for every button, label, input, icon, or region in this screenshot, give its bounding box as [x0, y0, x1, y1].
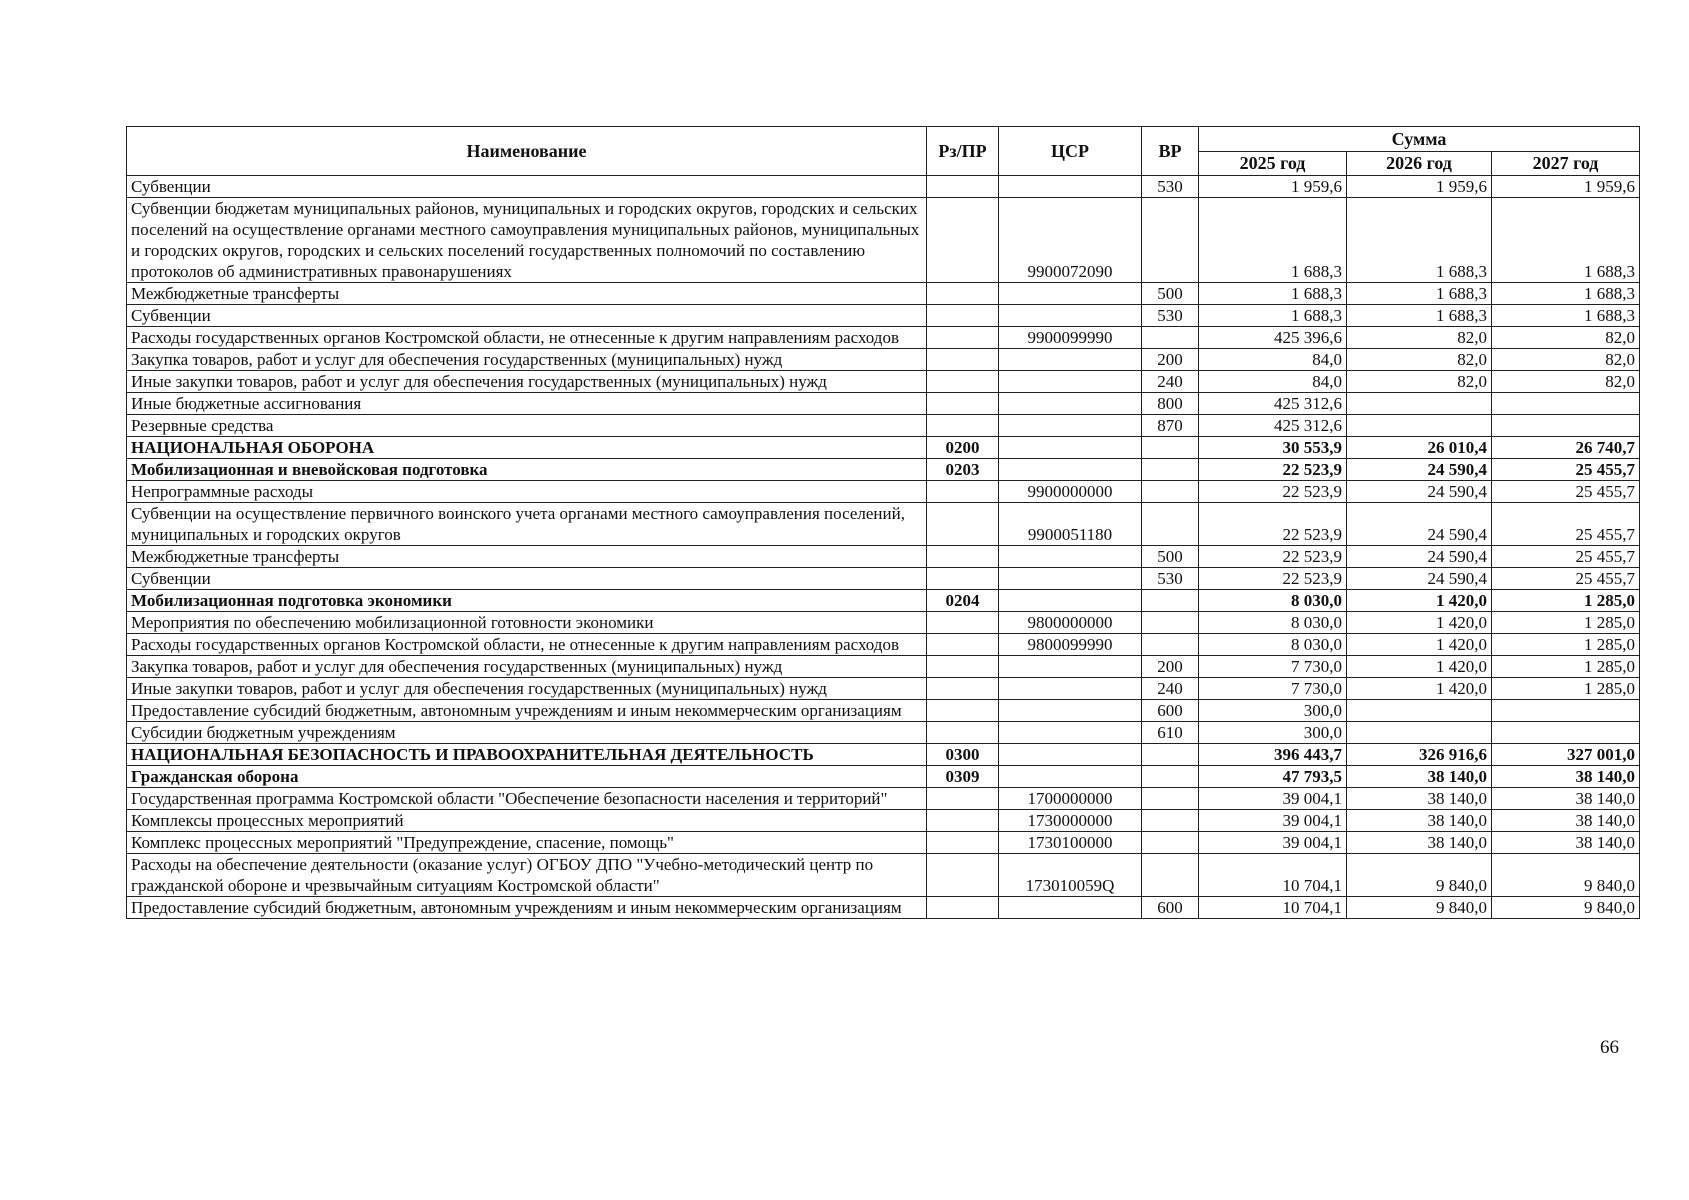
row-2025-cell: 1 688,3 [1199, 198, 1347, 283]
row-2026-cell [1347, 393, 1492, 415]
row-2026-cell: 24 590,4 [1347, 481, 1492, 503]
row-2025-cell: 22 523,9 [1199, 459, 1347, 481]
row-2025-cell: 30 553,9 [1199, 437, 1347, 459]
row-csr-cell [999, 393, 1142, 415]
row-name-cell: Предоставление субсидий бюджетным, автономным учреждениям и иным некоммерческим организациям [127, 897, 927, 919]
row-2026-cell: 1 420,0 [1347, 678, 1492, 700]
row-csr-cell [999, 590, 1142, 612]
row-2026-cell: 1 688,3 [1347, 198, 1492, 283]
row-rzpr-cell: 0309 [927, 766, 999, 788]
row-csr-cell [999, 744, 1142, 766]
row-vr-cell: 870 [1142, 415, 1199, 437]
row-2025-cell: 425 312,6 [1199, 393, 1347, 415]
row-vr-cell: 530 [1142, 305, 1199, 327]
row-csr-cell [999, 678, 1142, 700]
row-name-cell: Расходы государственных органов Костромской области, не отнесенные к другим направлениям расходов [127, 327, 927, 349]
table-row [127, 305, 1640, 327]
row-2027-cell [1492, 415, 1640, 437]
row-vr-cell [1142, 198, 1199, 283]
row-2027-cell: 1 688,3 [1492, 198, 1640, 283]
row-rzpr-cell: 0204 [927, 590, 999, 612]
row-2025-cell: 425 396,6 [1199, 327, 1347, 349]
row-2025-cell: 47 793,5 [1199, 766, 1347, 788]
row-vr-cell: 530 [1142, 176, 1199, 198]
row-rzpr-cell [927, 393, 999, 415]
row-vr-cell: 500 [1142, 283, 1199, 305]
row-2027-cell: 38 140,0 [1492, 810, 1640, 832]
row-2025-cell: 10 704,1 [1199, 854, 1347, 897]
table-row [127, 678, 1640, 700]
row-vr-cell: 800 [1142, 393, 1199, 415]
row-csr-cell [999, 700, 1142, 722]
row-2025-cell: 425 312,6 [1199, 415, 1347, 437]
row-2025-cell: 39 004,1 [1199, 832, 1347, 854]
header-sum: Сумма [1199, 127, 1640, 152]
row-name-cell: Резервные средства [127, 415, 927, 437]
row-2027-cell: 26 740,7 [1492, 437, 1640, 459]
row-name-cell: Комплекс процессных мероприятий "Предупреждение, спасение, помощь" [127, 832, 927, 854]
row-rzpr-cell [927, 634, 999, 656]
table-row [127, 176, 1640, 198]
row-vr-cell [1142, 832, 1199, 854]
row-csr-cell [999, 349, 1142, 371]
table-row [127, 198, 1640, 283]
row-2026-cell: 24 590,4 [1347, 459, 1492, 481]
table-row [127, 656, 1640, 678]
row-vr-cell: 610 [1142, 722, 1199, 744]
table-row [127, 744, 1640, 766]
row-2027-cell: 82,0 [1492, 327, 1640, 349]
row-2027-cell: 82,0 [1492, 349, 1640, 371]
row-rzpr-cell [927, 503, 999, 546]
row-rzpr-cell [927, 568, 999, 590]
row-2027-cell: 1 285,0 [1492, 656, 1640, 678]
row-csr-cell [999, 722, 1142, 744]
row-vr-cell [1142, 327, 1199, 349]
row-2027-cell: 1 285,0 [1492, 612, 1640, 634]
row-2027-cell [1492, 700, 1640, 722]
table-row [127, 371, 1640, 393]
table-row [127, 832, 1640, 854]
table-row [127, 590, 1640, 612]
table-row [127, 854, 1640, 897]
row-2026-cell: 82,0 [1347, 327, 1492, 349]
row-rzpr-cell [927, 371, 999, 393]
row-rzpr-cell [927, 176, 999, 198]
row-2027-cell [1492, 393, 1640, 415]
header-csr: ЦСР [999, 127, 1142, 176]
row-csr-cell [999, 415, 1142, 437]
row-2026-cell: 9 840,0 [1347, 854, 1492, 897]
row-vr-cell [1142, 634, 1199, 656]
table-row [127, 546, 1640, 568]
row-rzpr-cell [927, 854, 999, 897]
row-csr-cell: 9900099990 [999, 327, 1142, 349]
table-row [127, 327, 1640, 349]
row-rzpr-cell [927, 722, 999, 744]
row-name-cell: Мобилизационная и вневойсковая подготовка [127, 459, 927, 481]
row-2025-cell: 22 523,9 [1199, 481, 1347, 503]
row-2027-cell: 25 455,7 [1492, 568, 1640, 590]
row-2026-cell: 1 688,3 [1347, 305, 1492, 327]
row-2027-cell: 82,0 [1492, 371, 1640, 393]
row-2027-cell: 25 455,7 [1492, 546, 1640, 568]
row-vr-cell [1142, 503, 1199, 546]
row-2026-cell: 82,0 [1347, 371, 1492, 393]
row-2026-cell: 9 840,0 [1347, 897, 1492, 919]
row-csr-cell [999, 568, 1142, 590]
row-name-cell: Субвенции бюджетам муниципальных районов, муниципальных и городских округов, городских и сельских поселений на осуществление органами местного самоуправления муниципальных районов, муниципальных и городских округов, городских и сельских поселений государственных полномочий по составлению протоколов об административных правонарушениях [127, 198, 927, 283]
row-name-cell: Иные бюджетные ассигнования [127, 393, 927, 415]
row-2025-cell: 1 959,6 [1199, 176, 1347, 198]
row-2026-cell: 38 140,0 [1347, 832, 1492, 854]
row-2025-cell: 22 523,9 [1199, 546, 1347, 568]
row-name-cell: Государственная программа Костромской области "Обеспечение безопасности населения и территорий" [127, 788, 927, 810]
row-2025-cell: 300,0 [1199, 722, 1347, 744]
header-rzpr: Рз/ПР [927, 127, 999, 176]
row-csr-cell [999, 546, 1142, 568]
row-2026-cell: 1 959,6 [1347, 176, 1492, 198]
row-2027-cell: 25 455,7 [1492, 503, 1640, 546]
table-row [127, 897, 1640, 919]
row-2026-cell: 1 688,3 [1347, 283, 1492, 305]
row-2025-cell: 8 030,0 [1199, 612, 1347, 634]
row-rzpr-cell [927, 305, 999, 327]
table-row [127, 722, 1640, 744]
table-row [127, 349, 1640, 371]
row-2026-cell [1347, 415, 1492, 437]
row-vr-cell: 240 [1142, 371, 1199, 393]
row-name-cell: Субвенции [127, 568, 927, 590]
row-2027-cell: 38 140,0 [1492, 766, 1640, 788]
row-vr-cell [1142, 766, 1199, 788]
table-row [127, 481, 1640, 503]
row-rzpr-cell [927, 349, 999, 371]
row-csr-cell [999, 176, 1142, 198]
row-name-cell: НАЦИОНАЛЬНАЯ БЕЗОПАСНОСТЬ И ПРАВООХРАНИТЕЛЬНАЯ ДЕЯТЕЛЬНОСТЬ [127, 744, 927, 766]
row-2025-cell: 84,0 [1199, 349, 1347, 371]
row-vr-cell [1142, 744, 1199, 766]
table-row [127, 437, 1640, 459]
row-2027-cell: 327 001,0 [1492, 744, 1640, 766]
row-2026-cell: 38 140,0 [1347, 810, 1492, 832]
row-2025-cell: 8 030,0 [1199, 590, 1347, 612]
row-2027-cell: 1 959,6 [1492, 176, 1640, 198]
row-csr-cell [999, 897, 1142, 919]
row-csr-cell: 9900072090 [999, 198, 1142, 283]
table-row [127, 612, 1640, 634]
row-2027-cell [1492, 722, 1640, 744]
row-2025-cell: 10 704,1 [1199, 897, 1347, 919]
row-2026-cell: 1 420,0 [1347, 656, 1492, 678]
row-name-cell: Закупка товаров, работ и услуг для обеспечения государственных (муниципальных) нужд [127, 349, 927, 371]
row-name-cell: Гражданская оборона [127, 766, 927, 788]
row-2025-cell: 39 004,1 [1199, 788, 1347, 810]
table-row [127, 810, 1640, 832]
row-2027-cell: 1 285,0 [1492, 678, 1640, 700]
header-name: Наименование [127, 127, 927, 176]
row-csr-cell [999, 371, 1142, 393]
row-rzpr-cell [927, 832, 999, 854]
row-2027-cell: 25 455,7 [1492, 459, 1640, 481]
row-csr-cell: 9800000000 [999, 612, 1142, 634]
row-name-cell: Мероприятия по обеспечению мобилизационной готовности экономики [127, 612, 927, 634]
row-name-cell: Расходы государственных органов Костромской области, не отнесенные к другим направлениям расходов [127, 634, 927, 656]
row-csr-cell [999, 305, 1142, 327]
row-vr-cell: 530 [1142, 568, 1199, 590]
row-vr-cell: 500 [1142, 546, 1199, 568]
row-csr-cell [999, 283, 1142, 305]
row-2026-cell: 38 140,0 [1347, 788, 1492, 810]
row-name-cell: НАЦИОНАЛЬНАЯ ОБОРОНА [127, 437, 927, 459]
row-2027-cell: 1 285,0 [1492, 590, 1640, 612]
row-rzpr-cell [927, 788, 999, 810]
row-2027-cell: 38 140,0 [1492, 832, 1640, 854]
row-vr-cell [1142, 481, 1199, 503]
row-vr-cell: 600 [1142, 700, 1199, 722]
row-rzpr-cell [927, 810, 999, 832]
row-2025-cell: 8 030,0 [1199, 634, 1347, 656]
row-name-cell: Субвенции [127, 305, 927, 327]
row-name-cell: Субвенции [127, 176, 927, 198]
row-name-cell: Закупка товаров, работ и услуг для обеспечения государственных (муниципальных) нужд [127, 656, 927, 678]
row-2025-cell: 300,0 [1199, 700, 1347, 722]
row-2026-cell [1347, 722, 1492, 744]
row-rzpr-cell: 0203 [927, 459, 999, 481]
header-vr: ВР [1142, 127, 1199, 176]
row-rzpr-cell [927, 283, 999, 305]
row-rzpr-cell [927, 198, 999, 283]
row-2027-cell: 38 140,0 [1492, 788, 1640, 810]
row-rzpr-cell [927, 656, 999, 678]
row-name-cell: Непрограммные расходы [127, 481, 927, 503]
row-2027-cell: 9 840,0 [1492, 854, 1640, 897]
row-csr-cell: 173010059Q [999, 854, 1142, 897]
row-csr-cell: 9900000000 [999, 481, 1142, 503]
row-rzpr-cell [927, 678, 999, 700]
row-2026-cell: 82,0 [1347, 349, 1492, 371]
row-2025-cell: 1 688,3 [1199, 283, 1347, 305]
row-rzpr-cell [927, 546, 999, 568]
row-name-cell: Предоставление субсидий бюджетным, автономным учреждениям и иным некоммерческим организациям [127, 700, 927, 722]
table-row [127, 568, 1640, 590]
row-csr-cell: 1730000000 [999, 810, 1142, 832]
table-row [127, 393, 1640, 415]
row-csr-cell: 1730100000 [999, 832, 1142, 854]
row-vr-cell [1142, 437, 1199, 459]
row-rzpr-cell [927, 612, 999, 634]
row-2026-cell: 24 590,4 [1347, 503, 1492, 546]
row-2027-cell: 1 688,3 [1492, 305, 1640, 327]
row-vr-cell [1142, 788, 1199, 810]
row-2027-cell: 9 840,0 [1492, 897, 1640, 919]
row-name-cell: Межбюджетные трансферты [127, 283, 927, 305]
row-csr-cell [999, 459, 1142, 481]
budget-table [126, 126, 1640, 919]
row-2026-cell: 326 916,6 [1347, 744, 1492, 766]
row-2025-cell: 39 004,1 [1199, 810, 1347, 832]
row-vr-cell [1142, 459, 1199, 481]
row-vr-cell: 600 [1142, 897, 1199, 919]
row-vr-cell [1142, 612, 1199, 634]
row-rzpr-cell [927, 327, 999, 349]
row-csr-cell [999, 766, 1142, 788]
row-vr-cell: 200 [1142, 656, 1199, 678]
row-2026-cell: 24 590,4 [1347, 568, 1492, 590]
row-vr-cell [1142, 810, 1199, 832]
row-2026-cell: 26 010,4 [1347, 437, 1492, 459]
row-2025-cell: 22 523,9 [1199, 503, 1347, 546]
row-rzpr-cell: 0300 [927, 744, 999, 766]
row-rzpr-cell [927, 897, 999, 919]
row-rzpr-cell: 0200 [927, 437, 999, 459]
row-2026-cell: 1 420,0 [1347, 590, 1492, 612]
header-2026: 2026 год [1347, 152, 1492, 176]
row-csr-cell: 9800099990 [999, 634, 1142, 656]
row-vr-cell: 200 [1142, 349, 1199, 371]
row-2025-cell: 396 443,7 [1199, 744, 1347, 766]
table-body [127, 176, 1640, 919]
row-rzpr-cell [927, 415, 999, 437]
row-2027-cell: 25 455,7 [1492, 481, 1640, 503]
table-row [127, 788, 1640, 810]
row-csr-cell: 1700000000 [999, 788, 1142, 810]
table-row [127, 634, 1640, 656]
row-name-cell: Расходы на обеспечение деятельности (оказание услуг) ОГБОУ ДПО "Учебно-методический центр по гражданской обороне и чрезвычайным ситуациям Костромской области" [127, 854, 927, 897]
row-name-cell: Иные закупки товаров, работ и услуг для обеспечения государственных (муниципальных) нужд [127, 678, 927, 700]
row-2025-cell: 84,0 [1199, 371, 1347, 393]
row-csr-cell [999, 656, 1142, 678]
row-name-cell: Субсидии бюджетным учреждениям [127, 722, 927, 744]
row-name-cell: Субвенции на осуществление первичного воинского учета органами местного самоуправления поселений, муниципальных и городских округов [127, 503, 927, 546]
row-name-cell: Мобилизационная подготовка экономики [127, 590, 927, 612]
row-name-cell: Межбюджетные трансферты [127, 546, 927, 568]
table-row [127, 700, 1640, 722]
table-header [127, 127, 1640, 176]
table-row [127, 503, 1640, 546]
row-2025-cell: 22 523,9 [1199, 568, 1347, 590]
row-rzpr-cell [927, 481, 999, 503]
header-2027: 2027 год [1492, 152, 1640, 176]
row-csr-cell: 9900051180 [999, 503, 1142, 546]
row-vr-cell: 240 [1142, 678, 1199, 700]
row-csr-cell [999, 437, 1142, 459]
row-name-cell: Комплексы процессных мероприятий [127, 810, 927, 832]
row-2027-cell: 1 688,3 [1492, 283, 1640, 305]
row-2025-cell: 1 688,3 [1199, 305, 1347, 327]
row-vr-cell [1142, 590, 1199, 612]
page-number: 66 [1600, 1037, 1619, 1058]
row-2025-cell: 7 730,0 [1199, 656, 1347, 678]
table-row [127, 415, 1640, 437]
row-2026-cell: 24 590,4 [1347, 546, 1492, 568]
row-vr-cell [1142, 854, 1199, 897]
row-2026-cell: 1 420,0 [1347, 612, 1492, 634]
row-name-cell: Иные закупки товаров, работ и услуг для обеспечения государственных (муниципальных) нужд [127, 371, 927, 393]
row-2026-cell: 38 140,0 [1347, 766, 1492, 788]
row-2025-cell: 7 730,0 [1199, 678, 1347, 700]
row-rzpr-cell [927, 700, 999, 722]
row-2026-cell [1347, 700, 1492, 722]
header-2025: 2025 год [1199, 152, 1347, 176]
table-row [127, 766, 1640, 788]
table-row [127, 459, 1640, 481]
row-2026-cell: 1 420,0 [1347, 634, 1492, 656]
table-row [127, 283, 1640, 305]
row-2027-cell: 1 285,0 [1492, 634, 1640, 656]
